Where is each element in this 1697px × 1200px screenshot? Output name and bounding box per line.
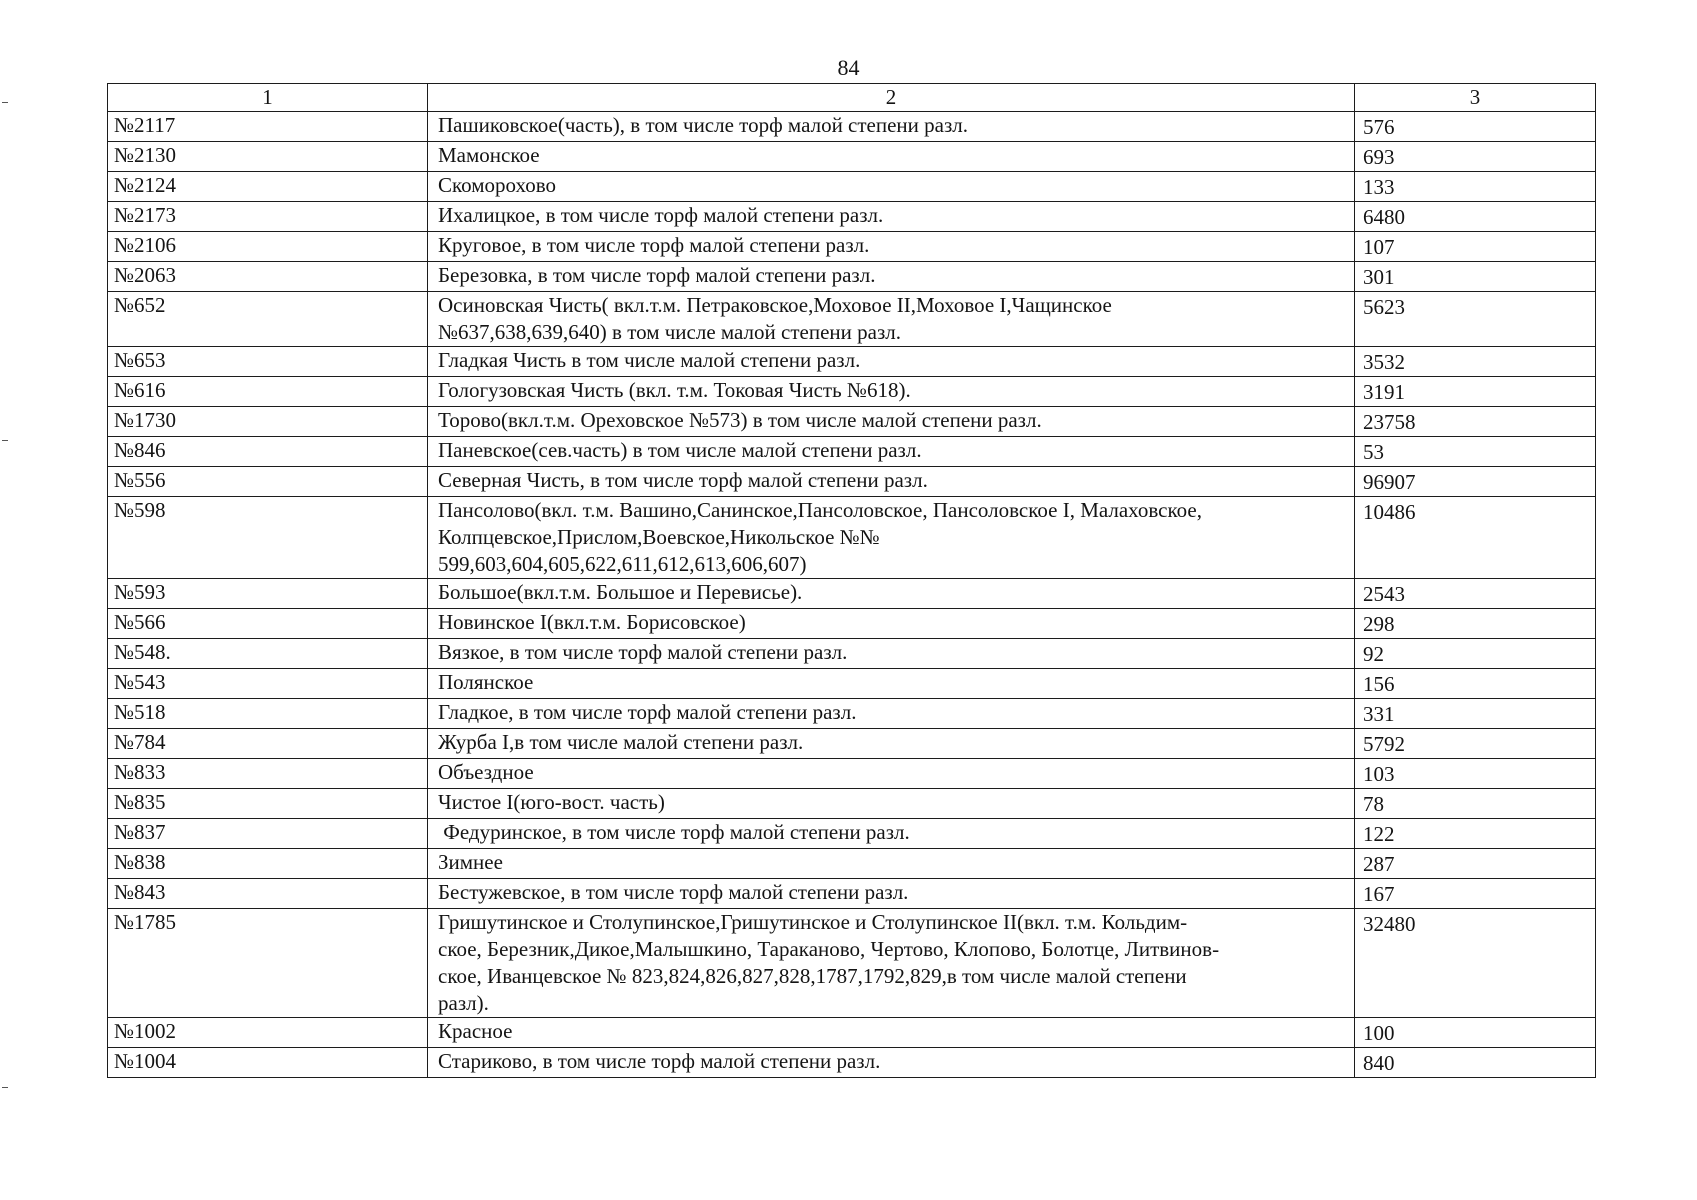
cell-name: Полянское [428,669,1355,699]
header-row [108,84,1596,112]
cell-number: №2063 [108,262,428,292]
cell-number: №566 [108,609,428,639]
cell-number: №1002 [108,1018,428,1048]
cell-number: №837 [108,819,428,849]
cell-number: №653 [108,347,428,377]
cell-name: Пансолово(вкл. т.м. Вашино,Санинское,Пансоловское, Пансоловское I, Малаховское, Колпцевское,Прислом,Воевское,Никольское №№ 599,603,604,605,622,611,612,613,606,607) [428,497,1355,579]
cell-value: 5792 [1355,729,1596,759]
cell-name: Северная Чисть, в том числе торф малой степени разл. [428,467,1355,497]
cell-value: 167 [1355,879,1596,909]
table-row [108,347,1596,377]
cell-name: Березовка, в том числе торф малой степени разл. [428,262,1355,292]
table-row [108,909,1596,1018]
cell-value: 100 [1355,1018,1596,1048]
cell-value: 107 [1355,232,1596,262]
cell-name: Круговое, в том числе торф малой степени разл. [428,232,1355,262]
cell-number: №598 [108,497,428,579]
table-row [108,759,1596,789]
cell-name: Чистое I(юго-вост. часть) [428,789,1355,819]
data-table [107,83,1596,1078]
cell-number: №543 [108,669,428,699]
cell-number: №843 [108,879,428,909]
table-row [108,497,1596,579]
cell-number: №833 [108,759,428,789]
table-row [108,609,1596,639]
table-row [108,789,1596,819]
cell-value: 298 [1355,609,1596,639]
table-row [108,142,1596,172]
table-header [108,84,1596,112]
table-row [108,437,1596,467]
cell-value: 3191 [1355,377,1596,407]
table-row [108,112,1596,142]
cell-name: Осиновская Чисть( вкл.т.м. Петраковское,Моховое II,Моховое I,Чащинское №637,638,639,640) в том числе малой степени разл. [428,292,1355,347]
cell-name: Вязкое, в том числе торф малой степени разл. [428,639,1355,669]
column-header-3: 3 [1355,84,1596,112]
cell-number: №835 [108,789,428,819]
table-row [108,407,1596,437]
table-row [108,292,1596,347]
cell-value: 2543 [1355,579,1596,609]
table-row [108,849,1596,879]
cell-value: 32480 [1355,909,1596,1018]
table-row [108,669,1596,699]
cell-value: 53 [1355,437,1596,467]
cell-number: №2117 [108,112,428,142]
table-row [108,202,1596,232]
column-header-2: 2 [428,84,1355,112]
cell-number: №838 [108,849,428,879]
cell-name: Ихалицкое, в том числе торф малой степени разл. [428,202,1355,232]
cell-value: 10486 [1355,497,1596,579]
cell-name: Зимнее [428,849,1355,879]
cell-name: Объездное [428,759,1355,789]
cell-number: №1730 [108,407,428,437]
cell-number: №548. [108,639,428,669]
cell-number: №556 [108,467,428,497]
cell-value: 133 [1355,172,1596,202]
cell-number: №1004 [108,1048,428,1078]
cell-number: №2106 [108,232,428,262]
cell-number: №593 [108,579,428,609]
table-row [108,639,1596,669]
cell-number: №652 [108,292,428,347]
cell-value: 122 [1355,819,1596,849]
cell-value: 92 [1355,639,1596,669]
cell-value: 3532 [1355,347,1596,377]
cell-name: Гладкое, в том числе торф малой степени разл. [428,699,1355,729]
cell-number: №784 [108,729,428,759]
cell-number: №2130 [108,142,428,172]
cell-value: 840 [1355,1048,1596,1078]
cell-name: Гришутинское и Столупинское,Гришутинское и Столупинское II(вкл. т.м. Кольдим- ское, Березник,Дикое,Малышкино, Тараканово, Чертово, Клопово, Болотце, Литвинов- ское, Иванцевское № 823,824,826,827,828,1787,1792,829,в том числе малой степени разл). [428,909,1355,1018]
cell-name: Стариково, в том числе торф малой степени разл. [428,1048,1355,1078]
cell-value: 78 [1355,789,1596,819]
cell-name: Журба I,в том числе малой степени разл. [428,729,1355,759]
cell-number: №1785 [108,909,428,1018]
table-row [108,172,1596,202]
table-row [108,1018,1596,1048]
cell-value: 23758 [1355,407,1596,437]
cell-name: Федуринское, в том числе торф малой степени разл. [428,819,1355,849]
table-row [108,467,1596,497]
scan-margin-mark [2,1087,8,1088]
table-body [108,112,1596,1078]
scan-margin-mark [2,102,8,103]
column-header-1: 1 [108,84,428,112]
cell-name: Торово(вкл.т.м. Ореховское №573) в том числе малой степени разл. [428,407,1355,437]
cell-name: Скоморохово [428,172,1355,202]
cell-number: №2173 [108,202,428,232]
table-row [108,699,1596,729]
table-row [108,729,1596,759]
cell-name: Большое(вкл.т.м. Большое и Перевисье). [428,579,1355,609]
cell-name: Паневское(сев.часть) в том числе малой степени разл. [428,437,1355,467]
cell-number: №616 [108,377,428,407]
scan-margin-mark [2,440,8,441]
table-row [108,879,1596,909]
cell-value: 576 [1355,112,1596,142]
cell-number: №2124 [108,172,428,202]
cell-value: 96907 [1355,467,1596,497]
table-row [108,262,1596,292]
cell-value: 331 [1355,699,1596,729]
cell-name: Красное [428,1018,1355,1048]
cell-value: 287 [1355,849,1596,879]
cell-name: Мамонское [428,142,1355,172]
table-row [108,377,1596,407]
cell-name: Гладкая Чисть в том числе малой степени разл. [428,347,1355,377]
cell-number: №846 [108,437,428,467]
table-row [108,819,1596,849]
cell-value: 301 [1355,262,1596,292]
cell-name: Бестужевское, в том числе торф малой степени разл. [428,879,1355,909]
table-row [108,579,1596,609]
table-row [108,232,1596,262]
cell-value: 103 [1355,759,1596,789]
cell-value: 693 [1355,142,1596,172]
cell-value: 6480 [1355,202,1596,232]
cell-value: 156 [1355,669,1596,699]
cell-name: Пашиковское(часть), в том числе торф малой степени разл. [428,112,1355,142]
table-row [108,1048,1596,1078]
cell-value: 5623 [1355,292,1596,347]
cell-name: Новинское I(вкл.т.м. Борисовское) [428,609,1355,639]
cell-name: Гологузовская Чисть (вкл. т.м. Токовая Чисть №618). [428,377,1355,407]
page-number: 84 [837,55,860,80]
cell-number: №518 [108,699,428,729]
